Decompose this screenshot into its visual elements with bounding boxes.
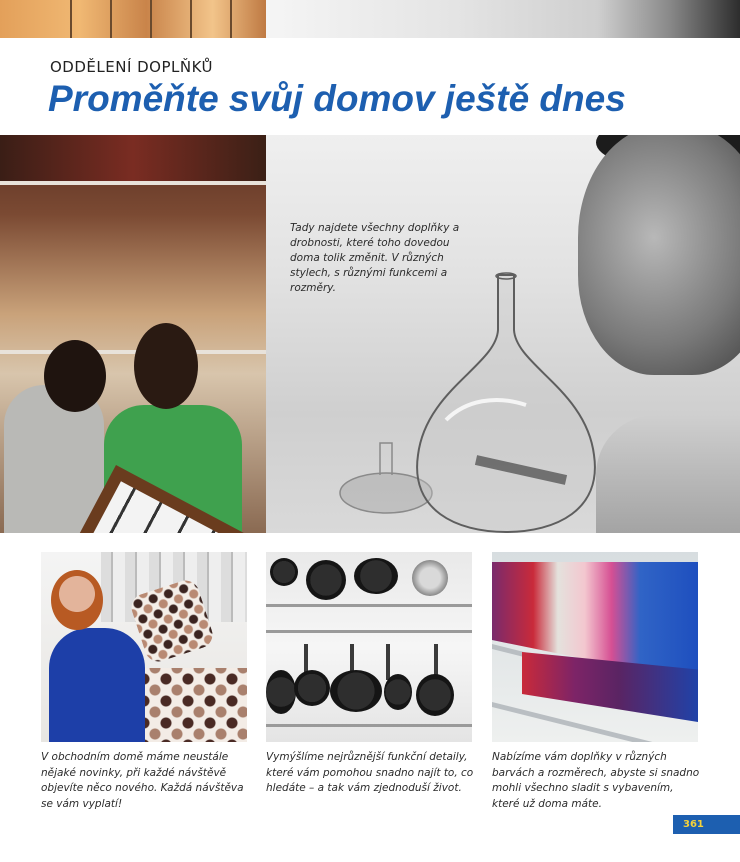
man-photo-top xyxy=(266,0,740,38)
top-photo-strip xyxy=(0,0,740,38)
colorful-towels-photo xyxy=(492,552,698,742)
caption-functional-details: Vymýšlíme nejrůznější funkční detaily, které vám pomohou snadno najít to, co hledáte – a tak vám zjednoduší život. xyxy=(266,751,474,794)
bridge-photo xyxy=(0,0,266,38)
man-with-vase-photo xyxy=(266,135,740,533)
caption-colors-sizes: Nabízíme vám doplňky v různých barvách a rozměrech, abyste si snadno mohli všechno sladit s vybavením, které už doma máte. xyxy=(492,751,700,810)
kids-with-frame-photo xyxy=(0,135,266,533)
page-headline: Proměňte svůj domov ještě dnes xyxy=(48,78,626,119)
caption-novelties: V obchodním domě máme neustále nějaké novinky, při každé návštěvě objevíte něco nového. Každá návštěva se vám vyplatí! xyxy=(41,751,244,810)
glass-vase-graphic xyxy=(406,270,606,533)
woman-with-pillow-photo xyxy=(41,552,247,742)
pans-on-rails-photo xyxy=(266,552,472,742)
section-label: ODDĚLENÍ DOPLŇKŮ xyxy=(50,58,214,76)
page-number: 361 xyxy=(673,815,740,834)
intro-text: Tady najdete všechny doplňky a drobnosti, které toho dovedou doma tolik změnit. V různých stylech, s různými funkcemi a rozměry. xyxy=(290,222,460,294)
